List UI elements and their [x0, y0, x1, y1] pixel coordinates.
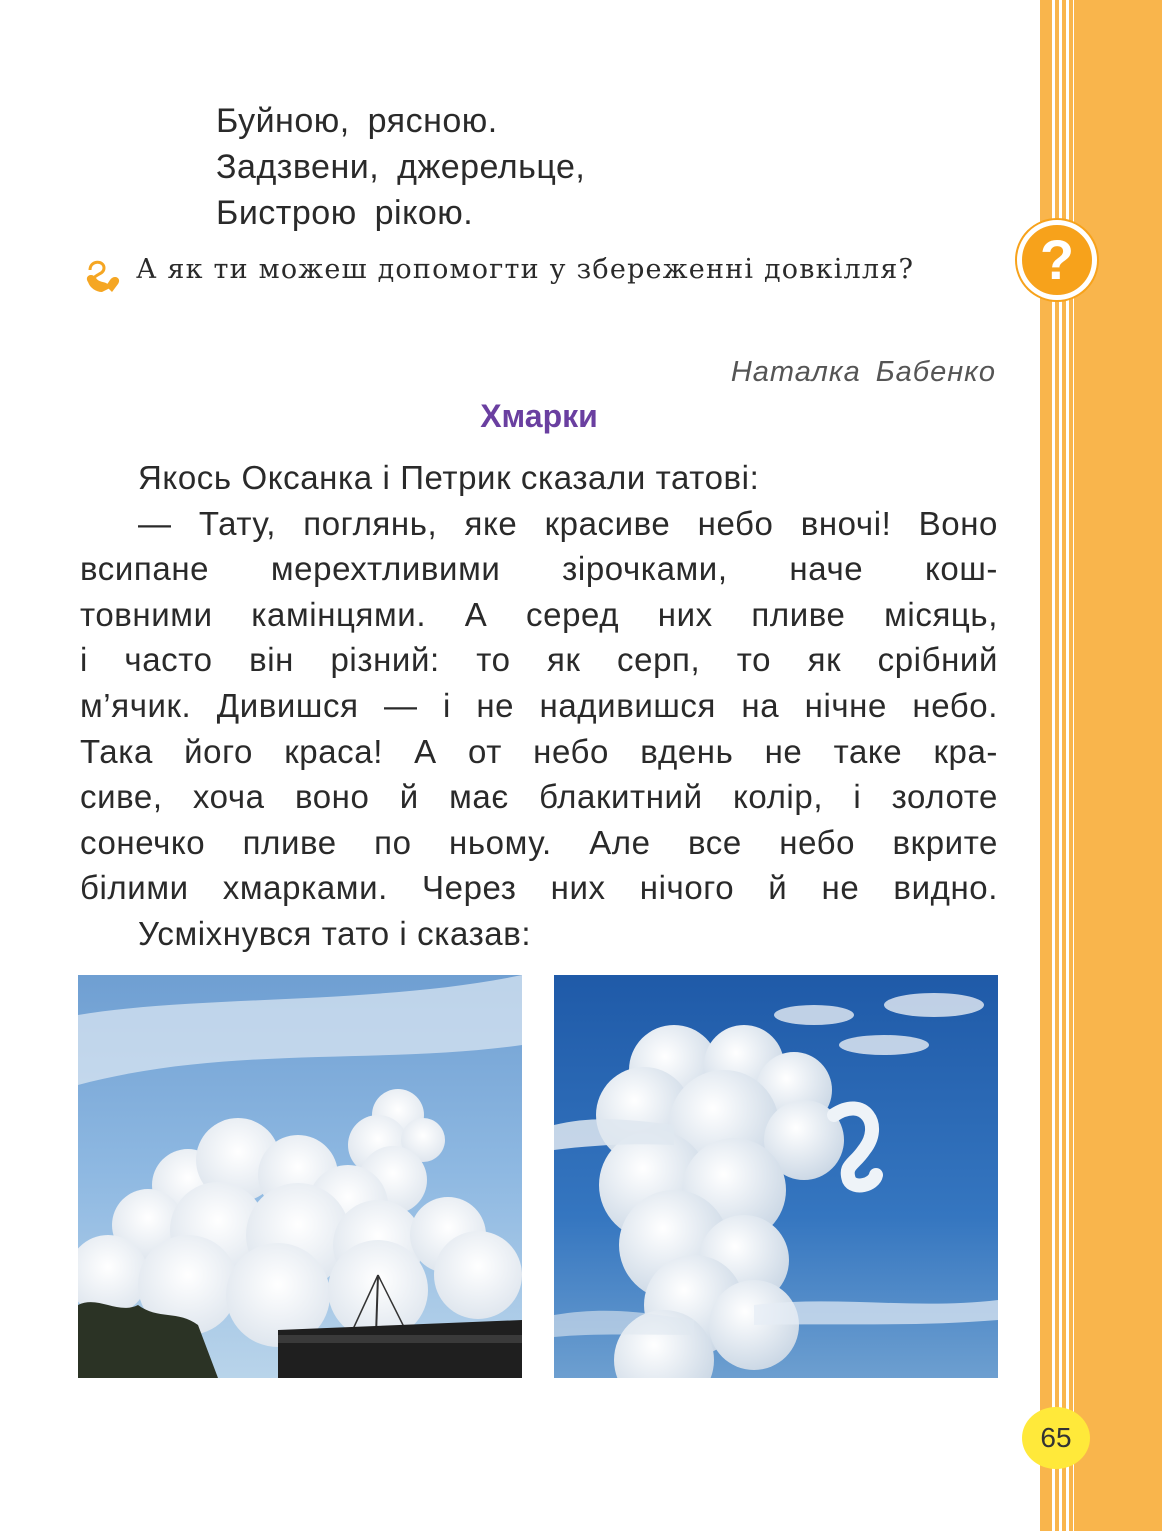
poem-line: Бистрою рікою.	[216, 194, 474, 232]
cloud-photo-right	[554, 975, 998, 1378]
poem-line: Задзвени, джерельце,	[216, 148, 586, 186]
story-line: всипане мерехтливими зірочками, наче кош-	[80, 550, 998, 588]
cloud-photo-left	[78, 975, 522, 1378]
question-mark-icon: ?	[1017, 220, 1097, 300]
story-line: товними камінцями. А серед них пливе місяць,	[80, 595, 998, 633]
story-line: і часто він різний: то як серп, то як срібний	[80, 641, 998, 679]
helping-hands-icon	[80, 252, 126, 298]
story-line: Усміхнувся тато і сказав:	[138, 914, 532, 952]
story-line: м’ячик. Дивишся — і не надивишся на нічне небо.	[80, 686, 998, 724]
story-line: білими хмарками. Через них нічого й не видно.	[80, 869, 998, 907]
question-row	[80, 252, 1000, 298]
story-text	[80, 455, 998, 957]
story-line: сиве, хоча воно й має блакитний колір, і золоте	[80, 778, 998, 816]
poem-fragment	[216, 98, 585, 236]
story-line: — Тату, поглянь, яке красиве небо вночі! Воно	[138, 504, 998, 542]
story-line: Така його краса! А от небо вдень не таке кра-	[80, 732, 998, 770]
poem-line: Буйною, рясною.	[216, 102, 498, 140]
story-line: Якось Оксанка і Петрик сказали татові:	[138, 459, 760, 496]
author-name: Наталка Бабенко	[730, 356, 996, 388]
story-line: сонечко пливе по ньому. Але все небо вкрите	[80, 823, 998, 861]
question-text: А як ти можеш допомогти у збереженні довкілля?	[136, 254, 915, 285]
story-title: Хмарки	[480, 398, 598, 434]
page-number: 65	[1022, 1407, 1090, 1469]
